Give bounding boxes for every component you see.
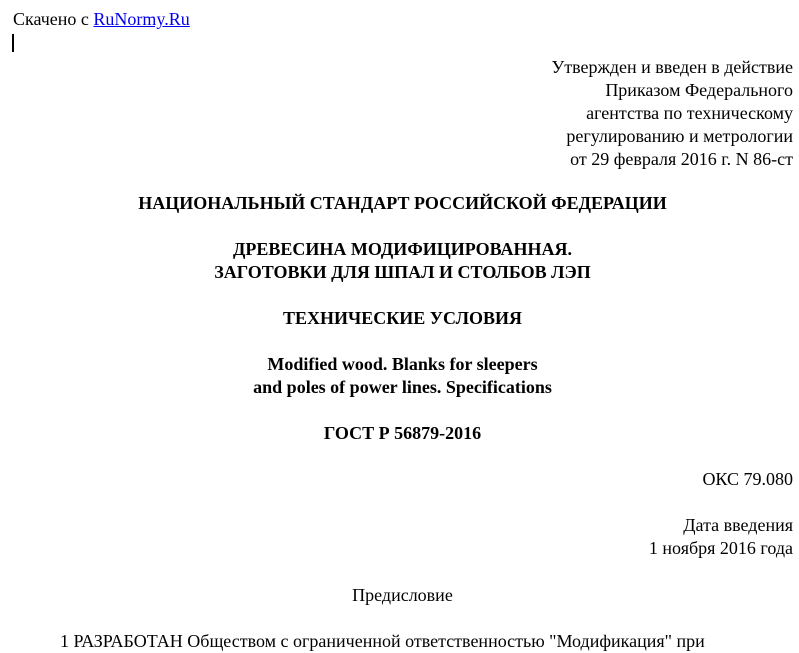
text-cursor bbox=[12, 34, 14, 52]
source-link[interactable]: RuNormy.Ru bbox=[93, 9, 190, 29]
paragraph-1: 1 РАЗРАБОТАН Обществом с ограниченной ответственностью "Модификация" при bbox=[60, 631, 705, 651]
english-title-line-2: and poles of power lines. Specifications bbox=[253, 377, 552, 397]
preface-heading: Предисловие bbox=[352, 585, 453, 605]
document-subject bbox=[0, 238, 799, 284]
english-title bbox=[0, 353, 799, 399]
approval-line: Утвержден и введен в действие bbox=[551, 57, 793, 77]
approval-block bbox=[551, 56, 793, 171]
approval-line: агентства по техническому bbox=[586, 103, 793, 123]
introduction-date-value: 1 ноября 2016 года bbox=[648, 538, 793, 558]
approval-line: Приказом Федерального bbox=[605, 80, 793, 100]
introduction-date bbox=[649, 514, 793, 560]
approval-line: от 29 февраля 2016 г. N 86-ст bbox=[570, 149, 793, 169]
gost-number: ГОСТ Р 56879-2016 bbox=[323, 423, 482, 443]
source-prefix: Скачено с bbox=[13, 9, 89, 29]
subject-line-1: ДРЕВЕСИНА МОДИФИЦИРОВАННАЯ. bbox=[232, 239, 573, 259]
introduction-date-label: Дата введения bbox=[683, 515, 793, 535]
subject-line-2: ЗАГОТОВКИ ДЛЯ ШПАЛ И СТОЛБОВ ЛЭП bbox=[214, 262, 591, 282]
english-title-line-1: Modified wood. Blanks for sleepers bbox=[267, 354, 538, 374]
source-line bbox=[13, 8, 190, 31]
standard-title: НАЦИОНАЛЬНЫЙ СТАНДАРТ РОССИЙСКОЙ ФЕДЕРАЦИИ bbox=[138, 193, 667, 213]
document-subtitle: ТЕХНИЧЕСКИЕ УСЛОВИЯ bbox=[283, 308, 522, 328]
approval-line: регулированию и метрологии bbox=[566, 126, 793, 146]
oks-code: ОКС 79.080 bbox=[702, 469, 793, 489]
